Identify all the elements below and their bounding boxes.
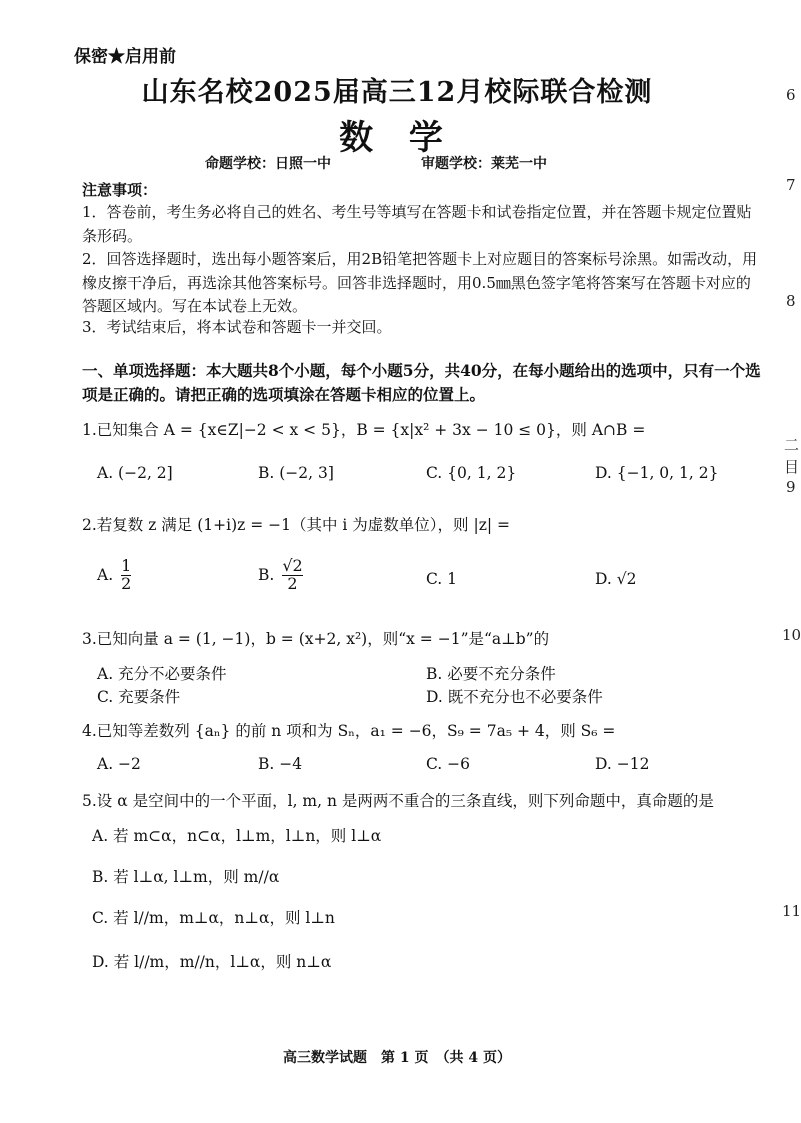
question-2-option-d: D. √2: [595, 570, 637, 588]
question-4-option-a: A. −2: [97, 755, 141, 773]
margin-char: 8: [786, 292, 796, 310]
question-2-option-c: C. 1: [426, 570, 458, 588]
question-3-stem: 3.已知向量 a = (1, −1)，b = (x+2, x²)，则“x = −1”是“a⊥b”的: [82, 630, 550, 648]
question-4-stem: 4.已知等差数列 {aₙ} 的前 n 项和为 Sₙ，a₁ = −6，S₉ = 7a₅ + 4，则 S₆ =: [82, 722, 616, 740]
question-3-option-a: A. 充分不必要条件: [97, 665, 227, 683]
subject-title: 数 学: [339, 118, 455, 158]
margin-char: 目: [784, 458, 800, 476]
notice-item-3: 3．考试结束后，将本试卷和答题卡一并交回。: [82, 318, 392, 336]
margin-char: 二: [784, 436, 800, 454]
schools-line: [205, 153, 547, 173]
question-1-option-b: B. (−2, 3]: [258, 464, 334, 482]
question-5-option-a: A. 若 m⊂α，n⊂α，l⊥m，l⊥n，则 l⊥α: [92, 827, 382, 845]
margin-char: 7: [786, 176, 796, 194]
question-5-option-d: D. 若 l//m，m//n，l⊥α，则 n⊥α: [92, 953, 332, 971]
question-2-stem: 2.若复数 z 满足 (1+i)z = −1（其中 i 为虚数单位），则 |z| =: [82, 516, 511, 534]
option-a-letter: A.: [97, 566, 114, 585]
fraction-numerator: 1: [121, 556, 132, 575]
fraction-numerator: √2: [282, 556, 303, 575]
page-footer: 高三数学试题 第 1 页 （共 4 页）: [283, 1050, 511, 1066]
notice-item-2: 2．回答选择题时，选出每小题答案后，用2B铅笔把答题卡上对应题目的答案标号涂黑。如需改动，用橡皮擦干净后，再选涂其他答案标号。回答非选择题时，用0.5㎜黑色签字笔将答案写在答题卡对应的答题区域内。写在本试卷上无效。: [82, 250, 758, 315]
exam-title: 山东名校2025届高三12月校际联合检测: [141, 77, 653, 108]
margin-char: 9: [786, 478, 796, 496]
reviewer-school: 审题学校：莱芜一中: [421, 156, 547, 172]
question-2-option-a: [97, 558, 131, 593]
confidential-label: 保密★启用前: [74, 47, 176, 67]
fraction-denominator: 2: [287, 573, 298, 593]
question-3-option-d: D. 既不充分也不必要条件: [426, 688, 603, 706]
question-3-option-b: B. 必要不充分条件: [426, 665, 556, 683]
fraction-denominator: 2: [121, 573, 132, 593]
question-4-option-c: C. −6: [426, 755, 471, 773]
setter-school: 命题学校：日照一中: [205, 156, 331, 172]
question-5-option-b: B. 若 l⊥α, l⊥m，则 m//α: [92, 868, 280, 886]
question-5-stem: 5.设 α 是空间中的一个平面，l, m, n 是两两不重合的三条直线，则下列命题中，真命题的是: [82, 792, 714, 810]
question-1-stem: 1.已知集合 A = {x∈Z|−2 < x < 5}，B = {x|x² + 3x − 10 ≤ 0}，则 A∩B =: [82, 421, 646, 439]
notice-item-1: 1．答卷前，考生务必将自己的姓名、考生号等填写在答题卡和试卷指定位置，并在答题卡规定位置贴条形码。: [82, 203, 752, 245]
question-5-option-c: C. 若 l//m，m⊥α，n⊥α，则 l⊥n: [92, 909, 335, 927]
question-3-option-c: C. 充要条件: [97, 688, 181, 706]
margin-char: 6: [786, 86, 796, 104]
question-1-option-a: A. (−2, 2]: [97, 464, 173, 482]
fraction-root2-over-2: [282, 558, 302, 593]
question-2-option-b: [258, 558, 303, 593]
section-one-heading: 一、单项选择题：本大题共8个小题，每个小题5分，共40分，在每小题给出的选项中，只有一个选项是正确的。请把正确的选项填涂在答题卡相应的位置上。: [82, 361, 761, 404]
option-b-letter: B.: [258, 566, 275, 585]
margin-char: 10: [782, 626, 801, 644]
question-1-option-c: C. {0, 1, 2}: [426, 464, 517, 482]
notice-heading: 注意事项：: [82, 181, 158, 199]
fraction-one-half: [121, 558, 131, 593]
margin-char: 11: [782, 902, 801, 920]
question-4-option-b: B. −4: [258, 755, 303, 773]
question-4-option-d: D. −12: [595, 755, 650, 773]
question-1-option-d: D. {−1, 0, 1, 2}: [595, 464, 719, 482]
